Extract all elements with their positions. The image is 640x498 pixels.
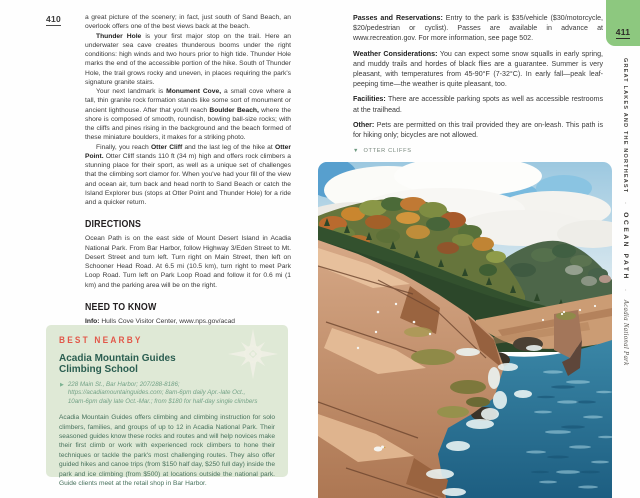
sidebar-park-label: Acadia National Park [622, 299, 629, 366]
sidebar-region-label: GREAT LAKES AND THE NORTHEAST [622, 58, 628, 194]
photo-caption: ▼ OTTER CLIFFS [353, 148, 412, 155]
sidebar-trail-label: OCEAN PATH [622, 212, 629, 281]
page-number-right: 411 [615, 27, 631, 37]
paragraph: Facilities: There are accessible parking spots as well as accessible restrooms at the trailhead. [353, 95, 603, 114]
sidebar-separator: · [622, 201, 628, 204]
best-nearby-details [59, 381, 275, 406]
best-nearby-label: BEST NEARBY [59, 335, 143, 345]
directions-body: Ocean Path is on the east side of Mount Desert Island in Acadia National Park. From Bar Harbor, follow Highway 3/Eden Street to Mt. Desert Street and turn left. Turn right on Main Street, then left on Schooner Head Road. At 6.5 mi (10.5 km), turn right to meet Park Loop Road. Turn left on Park Loop Road and follow it for 0.6 mi (1 km) and the parking area will be on the right. [85, 235, 291, 289]
sidebar-separator: · [622, 289, 628, 292]
detail-arrow-icon: ▶ [60, 382, 64, 388]
caption-triangle-icon: ▼ [353, 148, 359, 155]
paragraph: Passes and Reservations: Entry to the park is $35/vehicle ($30/motorcycle, $20/pedestrian or cyclist). Passes are available in advance at www.recreation.gov. For more information, see page 502. [353, 14, 603, 43]
page-number-left: 410 [46, 14, 62, 24]
otter-cliffs-photo [318, 162, 612, 498]
paragraph: Finally, you reach Otter Cliff and the last leg of the hike at Otter Point. Otter Cliff stands 110 ft (34 m) high and offers rock climbers a stunning place for their sport, as well as a unique set of challenges that the climbing sort clamor for. When you've had your fill of the view and ocean air, turn back and head north to Sand Beach or catch the Island Explorer bus (stops at Otter Point and Thunder Hole) for a ride and a quicker return. [85, 143, 291, 206]
need-to-know-heading: NEED TO KNOW [85, 300, 157, 313]
best-nearby-title: Acadia Mountain Guides Climbing School [59, 353, 176, 375]
info-line: Info: Hulls Cove Visitor Center, www.nps.gov/acad [85, 317, 236, 325]
best-nearby-body: Acadia Mountain Guides offers climbing and climbing instruction for solo climbers, families, and groups of up to 12 in Acadia National Park. Their seasoned guides know these rocks and routes and will help novices make their first climb or work with experienced rock climbers to hone their techniques or tackle the park's most challenging routes. They also offer guided hikes and canoe trips (from $150 half day, $250 full day) inside the park and ice climbing (from $500) at locations outside the national park. Guide clients meet at the retail shop in Bar Harbor. [59, 414, 275, 488]
paragraph: a great picture of the scenery; in fact, just south of Sand Beach, an overlook offers one of the best views back at the beach. [85, 14, 291, 31]
best-nearby-box [46, 325, 288, 488]
paragraph: Thunder Hole is your first major stop on the trail. Here an underwater sea cave creates thunderous booms under the right conditions: high winds and two hours prior to high tide. Thunder Hole marks the end of the accessible portion of the hike. South of Thunder Hole, the trail grows rocky and uneven, in places requiring the park's signature granite stairs. [85, 32, 291, 86]
paragraph: Weather Considerations: You can expect some snow squalls in early spring, and muddy trails and hordes of black flies are a guarantee. Summer is very pleasant, with temperatures from 45-90°F (7-32°C). In early fall—peak leaf-peeping time—the weather is quite pleasant, too. [353, 49, 604, 89]
left-text-column [85, 13, 291, 326]
paragraph: Your next landmark is Monument Cove, a small cove where a tall, thin granite rock formation stands like some sort of monument or ancient lighthouse. After that you'll reach Boulder Beach, where the shore is composed of smooth, roundish, bowling ball-size rocks; with the cliffs and pines rising in the background and the beach formed of these miniature boulders, it makes for a striking photo. [85, 88, 291, 142]
right-text-column [353, 13, 603, 154]
paragraph: Other: Pets are permitted on this trail provided they are on-leash. This path is for hiking only; bicycles are not allowed. [353, 120, 603, 140]
chapter-sidebar [616, 58, 634, 366]
page-number-tab [606, 0, 640, 46]
directions-heading: DIRECTIONS [85, 218, 142, 231]
detail-text: 228 Main St., Bar Harbor; 207/288-8186; https://acadiamountainguides.com; 8am-6pm daily Apr.-late Oct., 10am-6pm daily late Oct.-Mar.; from $180 for half-day single climbers [67, 381, 258, 405]
